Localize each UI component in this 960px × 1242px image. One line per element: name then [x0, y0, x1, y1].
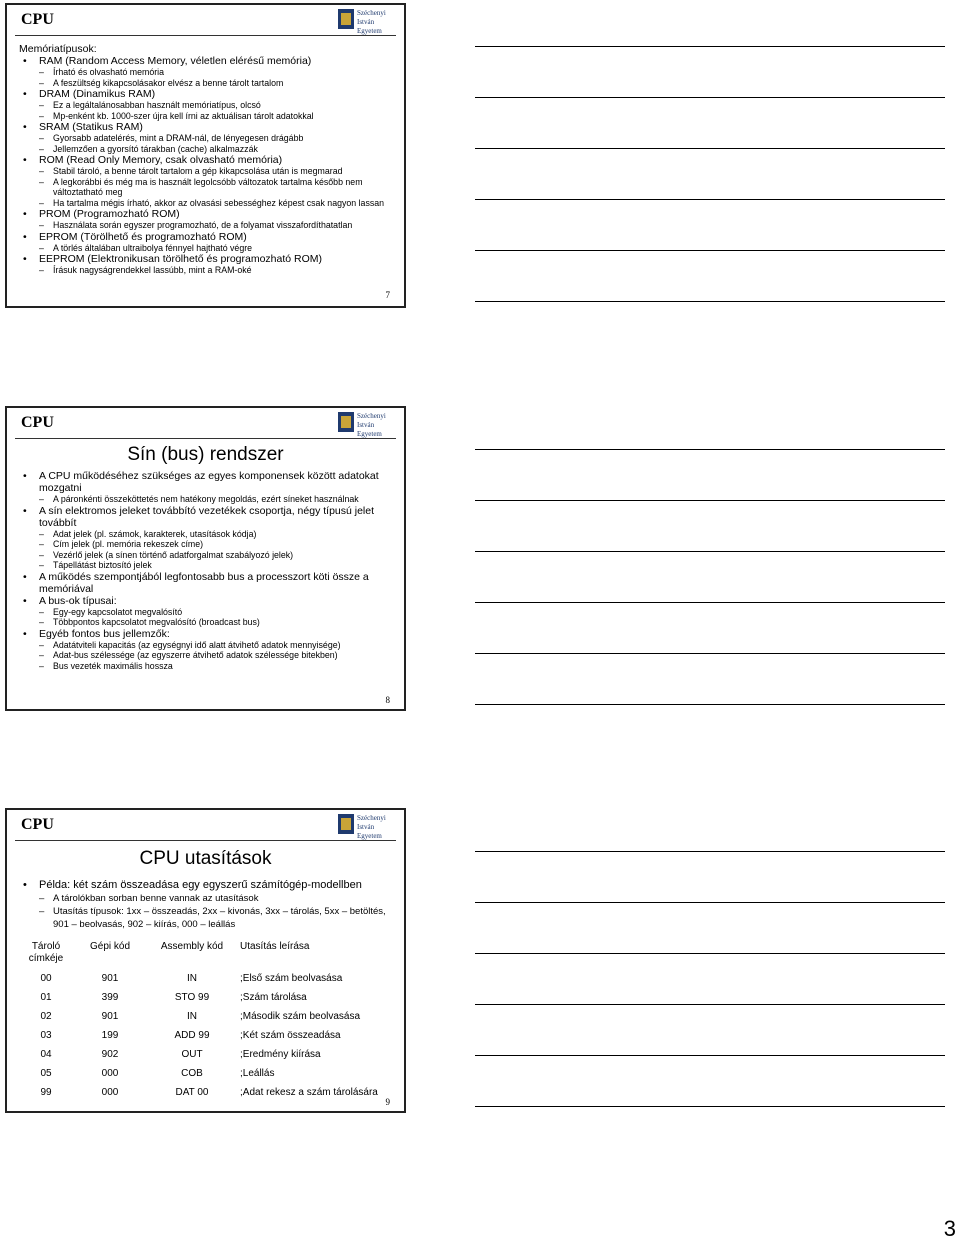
sub-bullet-item: – Adat jelek (pl. számok, karakterek, utasítások kódja): [19, 529, 396, 540]
slide-8: [5, 406, 406, 711]
notes-line: [475, 602, 945, 603]
table-header-cell: Utasítás leírása: [240, 941, 310, 952]
bullet-item: • EPROM (Törölhető és programozható ROM): [19, 231, 396, 243]
slide-page-number: 9: [385, 1097, 390, 1107]
logo-line-1: Széchenyi: [357, 9, 386, 17]
sub-bullet-item: – A törlés általában ultraibolya fénnyel hajtható végre: [19, 243, 396, 254]
table-header-cell: Assembly kód: [160, 941, 224, 952]
sub-bullet-item: – Jellemzően a gyorsító tárakban (cache) alkalmazzák: [19, 144, 396, 155]
logo-line-2: István: [357, 18, 375, 26]
notes-line: [475, 199, 945, 200]
table-cell: 399: [101, 992, 119, 1003]
bullet-item: • DRAM (Dinamikus RAM): [19, 88, 396, 100]
bullet-item: • ROM (Read Only Memory, csak olvasható memória): [19, 154, 396, 166]
notes-line: [475, 46, 945, 47]
sub-bullet-item: – Adatátviteli kapacitás (az egységnyi idő alatt átvihető adatok mennyisége): [19, 640, 396, 651]
bullet-item: • A működés szempontjából legfontosabb bus a processzort köti össze a memóriával: [19, 571, 396, 595]
table-row: [19, 988, 403, 1007]
notes-line: [475, 148, 945, 149]
logo-line-1: Széchenyi: [357, 814, 386, 822]
sub-bullet-item: – Mp-enként kb. 1000-szer újra kell írni az aktuálisan tárolt adatokkal: [19, 111, 396, 122]
slide-header-title: CPU: [21, 11, 54, 28]
slide-header: [7, 810, 404, 842]
table-row: [19, 1007, 403, 1026]
bullet-item: • PROM (Programozható ROM): [19, 208, 396, 220]
university-logo: [338, 7, 398, 35]
table-row: [19, 1083, 403, 1102]
slide-page-number: 8: [385, 695, 390, 705]
sub-bullet-item: – Írásuk nagyságrendekkel lassúbb, mint a RAM-oké: [19, 265, 396, 276]
program-table: [19, 941, 403, 1102]
sub-bullet-item: – Ez a legáltalánosabban használt memóriatípus, olcsó: [19, 100, 396, 111]
sub-bullet-item: – Ha tartalma mégis írható, akkor az olvasási sebességhez képest csak nagyon lassan: [19, 198, 396, 209]
notes-line: [475, 500, 945, 501]
table-cell: ADD 99: [174, 1030, 210, 1041]
logo-line-3: Egyetem: [357, 27, 382, 35]
notes-line: [475, 449, 945, 450]
sub-bullet-item: – A feszültség kikapcsolásakor elvész a benne tárolt tartalom: [19, 78, 396, 89]
table-cell: IN: [187, 1011, 197, 1022]
notes-line: [475, 851, 945, 852]
sub-bullet-item: – Tápellátást biztosító jelek: [19, 560, 396, 571]
shield-icon: [338, 412, 354, 432]
table-cell: ;Leállás: [240, 1068, 275, 1079]
sub-bullet-item: – Utasítás típusok: 1xx – összeadás, 2xx – kivonás, 3xx – tárolás, 5xx – betöltés, 901 – beolvasás, 902 – kiírás, 000 – leállás: [19, 905, 396, 931]
notes-line: [475, 301, 945, 302]
table-cell: OUT: [181, 1049, 203, 1060]
logo-line-2: István: [357, 823, 375, 831]
table-row: [19, 969, 403, 988]
sub-bullet-item: – Használata során egyszer programozható, de a folyamat visszafordíthatatlan: [19, 220, 396, 231]
logo-line-3: Egyetem: [357, 832, 382, 840]
table-cell: IN: [187, 973, 197, 984]
table-row: [19, 1026, 403, 1045]
table-cell: DAT 00: [175, 1087, 209, 1098]
sub-bullet-item: – Egy-egy kapcsolatot megvalósító: [19, 607, 396, 618]
table-header-cell: Gépi kód: [89, 941, 131, 952]
logo-line-3: Egyetem: [357, 430, 382, 438]
sub-bullet-item: – Többpontos kapcsolatot megvalósító (broadcast bus): [19, 617, 396, 628]
table-cell: COB: [181, 1068, 203, 1079]
slide-body: [19, 878, 396, 931]
table-cell: 04: [40, 1049, 52, 1060]
sub-bullet-item: – Cím jelek (pl. memória rekeszek címe): [19, 539, 396, 550]
table-cell: 00: [40, 973, 52, 984]
slide-header-title: CPU: [21, 816, 54, 833]
notes-line: [475, 902, 945, 903]
table-cell: 902: [101, 1049, 119, 1060]
table-row: [19, 1045, 403, 1064]
table-cell: 01: [40, 992, 52, 1003]
university-logo: [338, 812, 398, 840]
table-cell: 05: [40, 1068, 52, 1079]
notes-line: [475, 551, 945, 552]
notes-line: [475, 953, 945, 954]
sub-bullet-item: – Bus vezeték maximális hossza: [19, 661, 396, 672]
table-cell: 99: [40, 1087, 52, 1098]
table-cell: STO 99: [174, 992, 210, 1003]
sub-bullet-item: – Vezérlő jelek (a sínen történő adatforgalmat szabályozó jelek): [19, 550, 396, 561]
slide-title: CPU utasítások: [139, 848, 272, 869]
sub-bullet-item: – A tárolókban sorban benne vannak az utasítások: [19, 892, 396, 905]
table-cell: 199: [101, 1030, 119, 1041]
sub-bullet-item: – A páronkénti összeköttetés nem hatékony megoldás, ezért síneket használnak: [19, 494, 396, 505]
bullet-item: • EEPROM (Elektronikusan törölhető és programozható ROM): [19, 253, 396, 265]
sub-bullet-item: – A legkorábbi és még ma is használt legolcsóbb változatok tartalma később nem változtatható meg: [19, 177, 396, 198]
logo-line-2: István: [357, 421, 375, 429]
table-cell: ;Szám tárolása: [240, 992, 307, 1003]
notes-line: [475, 97, 945, 98]
table-cell: 901: [101, 1011, 119, 1022]
slide-header: [7, 408, 404, 440]
bullet-item: • A bus-ok típusai:: [19, 595, 396, 607]
slide-body: [19, 43, 396, 276]
notes-line: [475, 653, 945, 654]
table-cell: 000: [101, 1068, 119, 1079]
table-cell: ;Adat rekesz a szám tárolására: [240, 1087, 378, 1098]
header-divider: [15, 438, 396, 439]
table-cell: ;Első szám beolvasása: [240, 973, 343, 984]
table-cell: ;Második szám beolvasása: [240, 1011, 361, 1022]
bullet-item: • SRAM (Statikus RAM): [19, 121, 396, 133]
bullet-item: • A sín elektromos jeleket továbbító vezetékek csoportja, négy típusú jelet továbbít: [19, 505, 396, 529]
table-header-cell: Tároló címkéje: [28, 941, 64, 964]
table-cell: 02: [40, 1011, 52, 1022]
sub-bullet-item: – Írható és olvasható memória: [19, 67, 396, 78]
table-header-row: [19, 941, 403, 969]
table-cell: 000: [101, 1087, 119, 1098]
header-divider: [15, 35, 396, 36]
university-logo: [338, 410, 398, 438]
sub-bullet-item: – Gyorsabb adatelérés, mint a DRAM-nál, de lényegesen drágább: [19, 133, 396, 144]
notes-line: [475, 1106, 945, 1107]
notes-line: [475, 1004, 945, 1005]
bullet-item: • Egyéb fontos bus jellemzők:: [19, 628, 396, 640]
bullet-item: Memóriatípusok:: [19, 43, 97, 55]
shield-icon: [338, 814, 354, 834]
slide-9: [5, 808, 406, 1113]
shield-icon: [338, 9, 354, 29]
page-number: 3: [943, 1216, 956, 1241]
logo-line-1: Széchenyi: [357, 412, 386, 420]
slide-body: [19, 470, 396, 671]
slide-7: [5, 3, 406, 308]
table-cell: 901: [101, 973, 119, 984]
table-row: [19, 1064, 403, 1083]
table-cell: ;Eredmény kiírása: [240, 1049, 321, 1060]
sub-bullet-item: – Stabil tároló, a benne tárolt tartalom a gép kikapcsolása után is megmarad: [19, 166, 396, 177]
slide-title: Sín (bus) rendszer: [127, 444, 284, 465]
notes-line: [475, 704, 945, 705]
slide-header-title: CPU: [21, 414, 54, 431]
notes-line: [475, 1055, 945, 1056]
slide-page-number: 7: [385, 290, 390, 300]
table-body: [19, 969, 403, 1102]
notes-line: [475, 250, 945, 251]
bullet-item: • Példa: két szám összeadása egy egyszerű számítógép-modellben: [19, 878, 396, 892]
header-divider: [15, 840, 396, 841]
table-cell: 03: [40, 1030, 52, 1041]
sub-bullet-item: – Adat-bus szélessége (az egyszerre átvihető adatok szélessége bitekben): [19, 650, 396, 661]
bullet-item: • A CPU működéséhez szükséges az egyes komponensek között adatokat mozgatni: [19, 470, 396, 494]
table-cell: ;Két szám összeadása: [240, 1030, 341, 1041]
slide-header: [7, 5, 404, 37]
bullet-item: • RAM (Random Access Memory, véletlen elérésű memória): [19, 55, 396, 67]
